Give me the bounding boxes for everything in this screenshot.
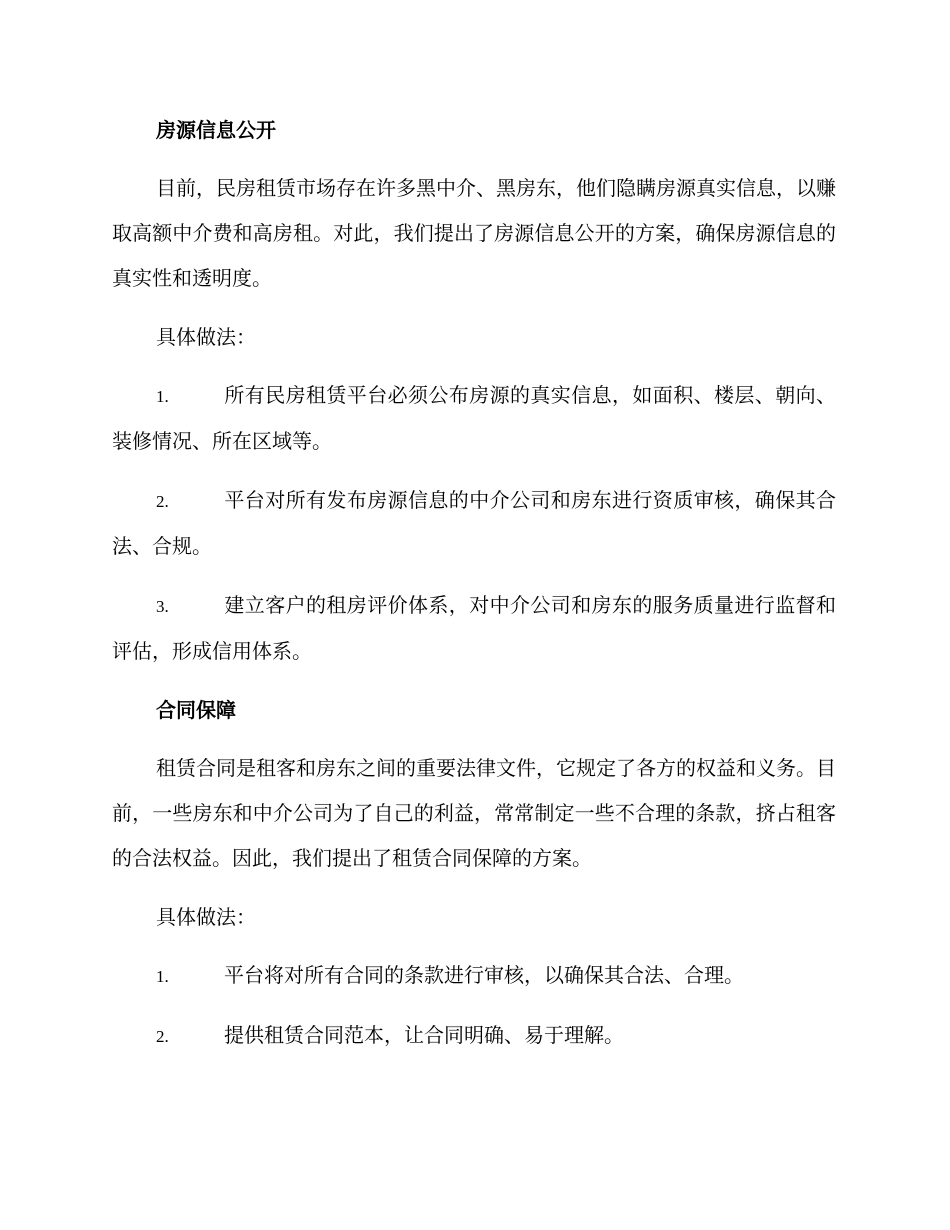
list-item-text: 所有民房租赁平台必须公布房源的真实信息，如面积、楼层、朝向、装修情况、所在区域等。	[112, 383, 836, 453]
list-item-number: 3.	[156, 597, 169, 616]
section-intro-paragraph: 目前，民房租赁市场存在许多黑中介、黑房东，他们隐瞒房源真实信息，以赚取高额中介费和高房租。对此，我们提出了房源信息公开的方案，确保房源信息的真实性和透明度。	[112, 176, 836, 290]
list-item-text: 提供租赁合同范本，让合同明确、易于理解。	[224, 1023, 624, 1047]
section-intro-paragraph: 租赁合同是租客和房东之间的重要法律文件，它规定了各方的权益和义务。目前，一些房东和中介公司为了自己的利益，常常制定一些不合理的条款，挤占租客的合法权益。因此，我们提出了租赁合同保障的方案。	[112, 756, 836, 870]
list-item-number: 1.	[156, 387, 169, 406]
list-item	[112, 1013, 836, 1059]
list-item-text: 建立客户的租房评价体系，对中介公司和房东的服务质量进行监督和评估，形成信用体系。	[112, 593, 836, 663]
list-item-text: 平台对所有发布房源信息的中介公司和房东进行资质审核，确保其合法、合规。	[112, 488, 836, 558]
list-item-number: 2.	[156, 492, 169, 511]
list-item-number: 2.	[156, 1027, 169, 1046]
list-item	[112, 953, 836, 999]
list-item	[112, 373, 836, 464]
section-heading-contract-protection: 合同保障	[156, 698, 236, 722]
method-label: 具体做法：	[156, 325, 256, 349]
method-label: 具体做法：	[156, 905, 256, 929]
list-item	[112, 478, 836, 569]
section-heading-listing-disclosure: 房源信息公开	[156, 118, 276, 142]
list-item-text: 平台将对所有合同的条款进行审核，以确保其合法、合理。	[224, 963, 744, 987]
list-item	[112, 583, 836, 674]
document-page	[112, 108, 836, 1073]
list-item-number: 1.	[156, 967, 169, 986]
